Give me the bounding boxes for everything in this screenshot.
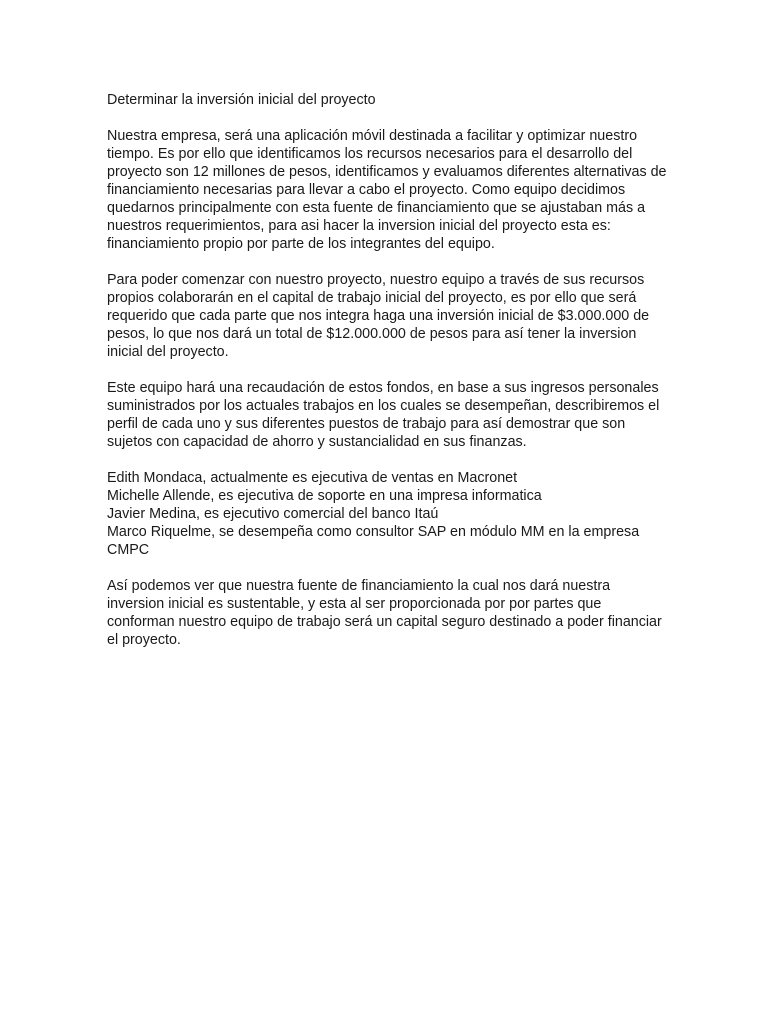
document-page bbox=[107, 91, 667, 667]
team-member-item: Marco Riquelme, se desempeña como consultor SAP en módulo MM en la empresa CMPC bbox=[107, 524, 640, 558]
team-member-item: Edith Mondaca, actualmente es ejecutiva de ventas en Macronet bbox=[107, 470, 518, 486]
paragraph-investment: Para poder comenzar con nuestro proyecto, nuestro equipo a través de sus recursos propios colaborarán en el capital de trabajo inicial del proyecto, es por ello que será requerido que cada parte que nos integra haga una inversión inicial de $3.000.000 de pesos, lo que nos dará un total de $12.000.000 de pesos para así tener la inversion inicial del proyecto. bbox=[107, 272, 650, 360]
paragraph-intro: Nuestra empresa, será una aplicación móvil destinada a facilitar y optimizar nuestro tiempo. Es por ello que identificamos los recursos necesarios para el desarrollo del proyecto son 12 millones de pesos, identificamos y evaluamos diferentes alternativas de financiamiento necesarias para llevar a cabo el proyecto. Como equipo decidimos quedarnos principalmente con esta fuente de financiamiento que se ajustaban más a nuestros requerimientos, para asi hacer la inversion inicial del proyecto esta es: financiamiento propio por parte de los integrantes del equipo. bbox=[107, 128, 667, 252]
paragraph-conclusion: Así podemos ver que nuestra fuente de financiamiento la cual nos dará nuestra inversion inicial es sustentable, y esta al ser proporcionada por por partes que conforman nuestro equipo de trabajo será un capital seguro destinado a poder financiar el proyecto. bbox=[107, 578, 662, 648]
document-title: Determinar la inversión inicial del proyecto bbox=[107, 92, 376, 108]
team-members-list bbox=[107, 469, 667, 559]
team-member-item: Javier Medina, es ejecutivo comercial del banco Itaú bbox=[107, 506, 439, 522]
team-member-item: Michelle Allende, es ejecutiva de soporte en una impresa informatica bbox=[107, 488, 542, 504]
paragraph-fundraising: Este equipo hará una recaudación de estos fondos, en base a sus ingresos personales suministrados por los actuales trabajos en los cuales se desempeñan, describiremos el perfil de cada uno y sus diferentes puestos de trabajo para así demostrar que son sujetos con capacidad de ahorro y sustancialidad en sus finanzas. bbox=[107, 380, 660, 450]
